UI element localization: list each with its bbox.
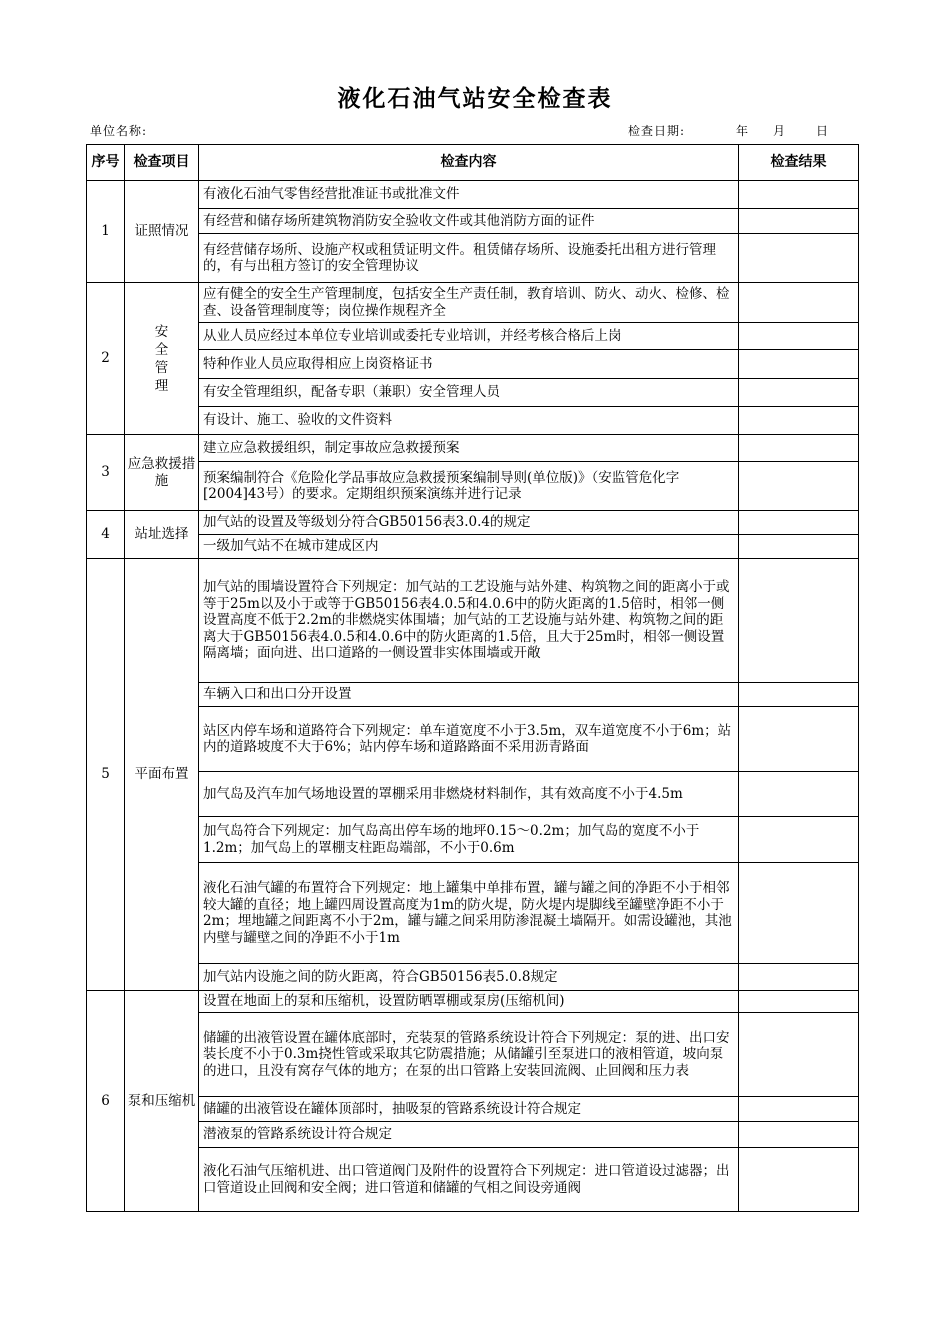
table-row xyxy=(87,181,859,209)
result-cell[interactable] xyxy=(739,323,859,350)
date-label: 检查日期: xyxy=(628,124,686,138)
section-category: 应急救援措施 xyxy=(125,435,199,511)
check-content: 设置在地面上的泵和压缩机，设置防晒罩棚或泵房(压缩机间) xyxy=(199,991,739,1013)
section-category: 泵和压缩机 xyxy=(125,991,199,1212)
result-cell[interactable] xyxy=(739,772,859,817)
section-number: 3 xyxy=(87,435,125,511)
check-content: 一级加气站不在城市建成区内 xyxy=(199,535,739,559)
section-category xyxy=(125,283,199,435)
check-content: 从业人员应经过本单位专业培训或委托专业培训，并经考核合格后上岗 xyxy=(199,323,739,350)
result-cell[interactable] xyxy=(739,1122,859,1148)
result-cell[interactable] xyxy=(739,407,859,435)
table-row xyxy=(87,964,859,991)
section-category: 站址选择 xyxy=(125,511,199,559)
check-content: 加气岛符合下列规定：加气岛高出停车场的地坪0.15～0.2m；加气岛的宽度不小于1.2m；加气岛上的罩棚支柱距岛端部，不小于0.6m xyxy=(199,817,739,863)
result-cell[interactable] xyxy=(739,863,859,964)
result-cell[interactable] xyxy=(739,283,859,323)
result-cell[interactable] xyxy=(739,991,859,1013)
table-row xyxy=(87,559,859,683)
check-content: 储罐的出液管设在罐体顶部时，抽吸泵的管路系统设计符合规定 xyxy=(199,1097,739,1122)
section-number: 4 xyxy=(87,511,125,559)
check-content: 有经营储存场所、设施产权或租赁证明文件。租赁储存场所、设施委托出租方进行管理的，有与出租方签订的安全管理协议 xyxy=(199,234,739,283)
table-row xyxy=(87,535,859,559)
table-row xyxy=(87,683,859,707)
table-row xyxy=(87,209,859,234)
check-content: 预案编制符合《危险化学品事故应急救援预案编制导则(单位版)》（安监管危化字[2004]43号）的要求。定期组织预案演练并进行记录 xyxy=(199,462,739,511)
result-cell[interactable] xyxy=(739,535,859,559)
table-row xyxy=(87,462,859,511)
table-header-row xyxy=(87,145,859,181)
table-row xyxy=(87,991,859,1013)
result-cell[interactable] xyxy=(739,511,859,535)
header-item: 检查项目 xyxy=(125,145,199,181)
header-result: 检查结果 xyxy=(739,145,859,181)
page-title: 液化石油气站安全检查表 xyxy=(337,86,613,112)
result-cell[interactable] xyxy=(739,379,859,407)
table-row xyxy=(87,234,859,283)
check-content: 有设计、施工、验收的文件资料 xyxy=(199,407,739,435)
table-row xyxy=(87,1122,859,1148)
section-number: 6 xyxy=(87,991,125,1212)
check-content: 加气岛及汽车加气场地设置的罩棚采用非燃烧材料制作，其有效高度不小于4.5m xyxy=(199,772,739,817)
table-row xyxy=(87,511,859,535)
check-content: 特种作业人员应取得相应上岗资格证书 xyxy=(199,350,739,379)
result-cell[interactable] xyxy=(739,435,859,462)
table-row xyxy=(87,863,859,964)
check-content: 加气站内设施之间的防火距离，符合GB50156表5.0.8规定 xyxy=(199,964,739,991)
result-cell[interactable] xyxy=(739,964,859,991)
table-row xyxy=(87,1097,859,1122)
table-row xyxy=(87,379,859,407)
date-month: 月 xyxy=(773,124,787,138)
result-cell[interactable] xyxy=(739,707,859,772)
check-content: 储罐的出液管设置在罐体底部时，充装泵的管路系统设计符合下列规定：泵的进、出口安装长度不小于0.3m挠性管或采取其它防震措施；从储罐引至泵进口的液相管道，坡向泵的进口，且没有窝存气体的地方；在泵的出口管路上安装回流阀、止回阀和压力表 xyxy=(199,1013,739,1097)
table-row xyxy=(87,707,859,772)
result-cell[interactable] xyxy=(739,683,859,707)
section-number: 1 xyxy=(87,181,125,283)
table-row xyxy=(87,283,859,323)
section-category: 证照情况 xyxy=(125,181,199,283)
section-number: 5 xyxy=(87,559,125,991)
table-row xyxy=(87,1013,859,1097)
check-content: 有液化石油气零售经营批准证书或批准文件 xyxy=(199,181,739,209)
result-cell[interactable] xyxy=(739,559,859,683)
check-content: 应有健全的安全生产管理制度，包括安全生产责任制，教育培训、防火、动火、检修、检查、设备管理制度等；岗位操作规程齐全 xyxy=(199,283,739,323)
section-category: 平面布置 xyxy=(125,559,199,991)
result-cell[interactable] xyxy=(739,350,859,379)
result-cell[interactable] xyxy=(739,209,859,234)
inspection-table xyxy=(86,144,859,1212)
section-number: 2 xyxy=(87,283,125,435)
result-cell[interactable] xyxy=(739,1148,859,1212)
table-row xyxy=(87,407,859,435)
check-content: 车辆入口和出口分开设置 xyxy=(199,683,739,707)
header-no: 序号 xyxy=(87,145,125,181)
table-row xyxy=(87,817,859,863)
check-content: 加气站的围墙设置符合下列规定：加气站的工艺设施与站外建、构筑物之间的距离小于或等于25m以及小于或等于GB50156表4.0.5和4.0.6中的防火距离的1.5倍时，相邻一侧设置高度不低于2.2m的非燃烧实体围墙；加气站的工艺设施与站外建、构筑物之间的距离大于GB50156表4.0.5和4.0.6中的防火距离的1.5倍，且大于25m时，相邻一侧设置隔离墙；面向进、出口道路的一侧设置非实体围墙或开敞 xyxy=(199,559,739,683)
header-content: 检查内容 xyxy=(199,145,739,181)
result-cell[interactable] xyxy=(739,234,859,283)
check-content: 建立应急救援组织，制定事故应急救援预案 xyxy=(199,435,739,462)
result-cell[interactable] xyxy=(739,1097,859,1122)
section-category-text: 安全管理 xyxy=(154,323,169,394)
date-year: 年 xyxy=(736,124,750,138)
check-content: 有安全管理组织，配备专职（兼职）安全管理人员 xyxy=(199,379,739,407)
table-row xyxy=(87,350,859,379)
table-row xyxy=(87,435,859,462)
result-cell[interactable] xyxy=(739,462,859,511)
check-content: 有经营和储存场所建筑物消防安全验收文件或其他消防方面的证件 xyxy=(199,209,739,234)
result-cell[interactable] xyxy=(739,181,859,209)
date-day: 日 xyxy=(816,124,830,138)
result-cell[interactable] xyxy=(739,1013,859,1097)
table-row xyxy=(87,323,859,350)
table-row xyxy=(87,772,859,817)
result-cell[interactable] xyxy=(739,817,859,863)
check-content: 液化石油气罐的布置符合下列规定：地上罐集中单排布置，罐与罐之间的净距不小于相邻较大罐的直径；地上罐四周设置高度为1m的防火堤，防火堤内堤脚线至罐壁净距不小于2m；埋地罐之间距离不小于2m，罐与罐之间采用防渗混凝土墙隔开。如需设罐池，其池内壁与罐壁之间的净距不小于1m xyxy=(199,863,739,964)
unit-name-label: 单位名称: xyxy=(90,124,148,138)
check-content: 液化石油气压缩机进、出口管道阀门及附件的设置符合下列规定：进口管道设过滤器；出口管道设止回阀和安全阀；进口管道和储罐的气相之间设旁通阀 xyxy=(199,1148,739,1212)
check-content: 加气站的设置及等级划分符合GB50156表3.0.4的规定 xyxy=(199,511,739,535)
check-content: 站区内停车场和道路符合下列规定：单车道宽度不小于3.5m，双车道宽度不小于6m；站内的道路坡度不大于6%；站内停车场和道路路面不采用沥青路面 xyxy=(199,707,739,772)
table-row xyxy=(87,1148,859,1212)
check-content: 潜液泵的管路系统设计符合规定 xyxy=(199,1122,739,1148)
